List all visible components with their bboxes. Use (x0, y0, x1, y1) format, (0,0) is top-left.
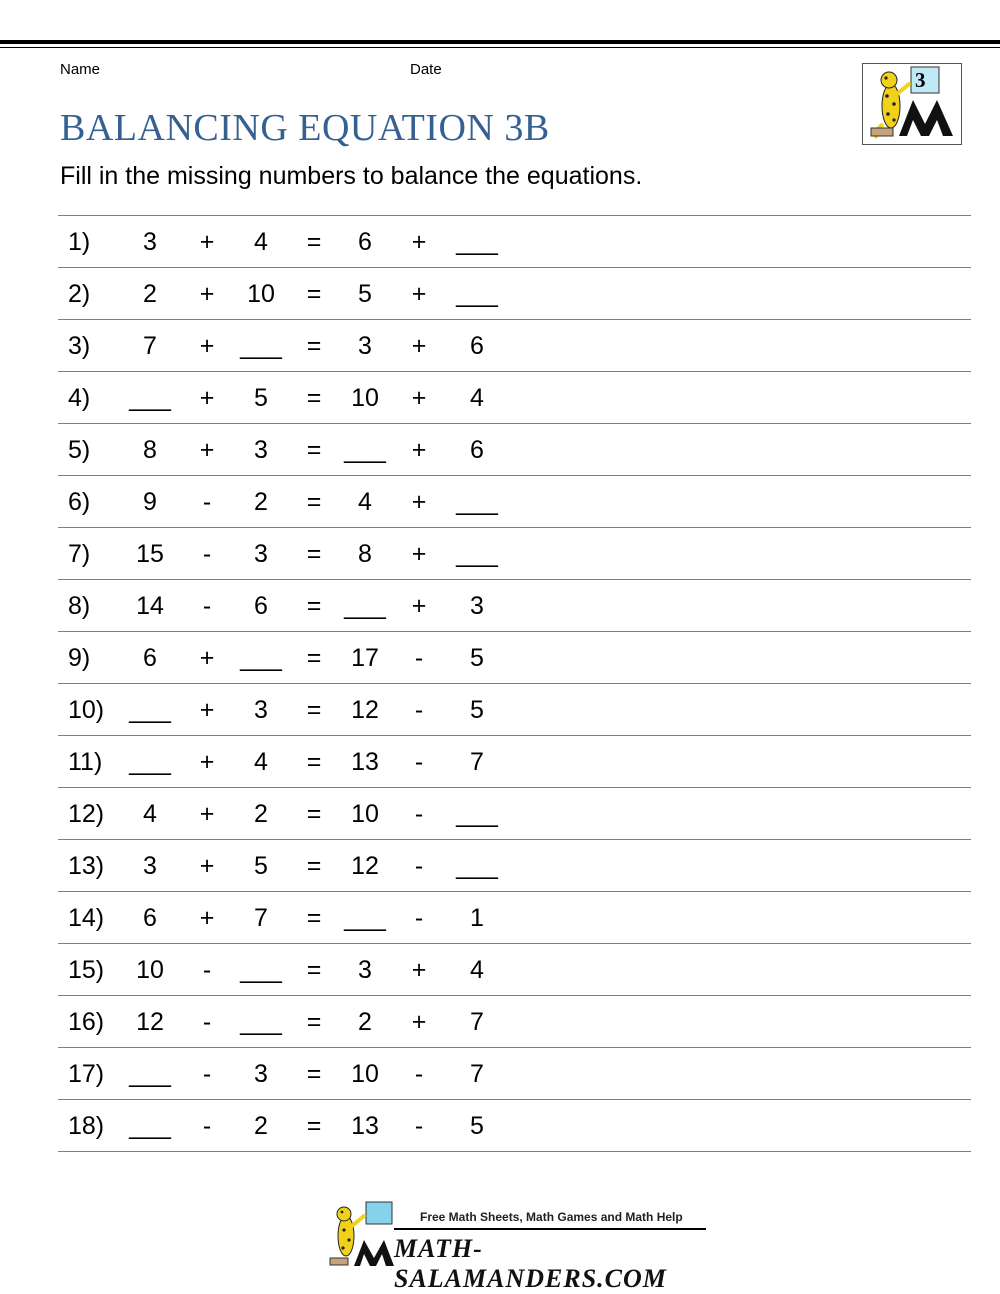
term-c: 4 (358, 488, 372, 516)
term-c: 3 (358, 956, 372, 984)
equals-sign: = (306, 1060, 322, 1088)
equation-number: 9) (68, 644, 91, 672)
equation-number: 11) (68, 748, 103, 776)
equation-number: 6) (68, 488, 91, 516)
term-b: 3 (254, 436, 268, 464)
term-a: 12 (136, 1008, 164, 1036)
top-rule-thin (0, 47, 1000, 48)
equation-row (58, 1047, 971, 1099)
operator-right: - (414, 748, 424, 776)
operator-left: + (199, 696, 215, 724)
operator-right: - (414, 644, 424, 672)
equation-row (58, 267, 971, 319)
term-d: 6 (470, 332, 484, 360)
equation-row (58, 319, 971, 371)
operator-right: + (411, 956, 427, 984)
operator-right: + (411, 384, 427, 412)
term-c: 13 (351, 1112, 379, 1140)
answer-blank[interactable]: ___ (344, 904, 386, 932)
term-b: 5 (254, 852, 268, 880)
equation-row (58, 995, 971, 1047)
equals-sign: = (306, 748, 322, 776)
instructions: Fill in the missing numbers to balance the equations. (60, 162, 643, 190)
term-a: 3 (143, 852, 157, 880)
salamander-footer-icon (326, 1200, 396, 1270)
grade-number: 3 (915, 68, 926, 92)
term-d: 7 (470, 748, 484, 776)
equals-sign: = (306, 332, 322, 360)
answer-blank[interactable]: ___ (240, 644, 282, 672)
equals-sign: = (306, 384, 322, 412)
operator-right: - (414, 1060, 424, 1088)
equals-sign: = (306, 592, 322, 620)
term-c: 10 (351, 1060, 379, 1088)
answer-blank[interactable]: ___ (344, 436, 386, 464)
term-a: 10 (136, 956, 164, 984)
equals-sign: = (306, 852, 322, 880)
name-label: Name (60, 61, 101, 78)
term-c: 3 (358, 332, 372, 360)
term-b: 4 (254, 228, 268, 256)
operator-left: - (202, 1112, 212, 1140)
equation-row (58, 579, 971, 631)
term-b: 4 (254, 748, 268, 776)
equation-number: 2) (68, 280, 91, 308)
equation-number: 13) (68, 852, 105, 880)
footer-divider (394, 1228, 706, 1230)
term-c: 6 (358, 228, 372, 256)
operator-right: - (414, 800, 424, 828)
equals-sign: = (306, 644, 322, 672)
answer-blank[interactable]: ___ (344, 592, 386, 620)
operator-left: + (199, 384, 215, 412)
operator-right: + (411, 1008, 427, 1036)
term-d: 7 (470, 1008, 484, 1036)
equals-sign: = (306, 696, 322, 724)
footer-tagline: Free Math Sheets, Math Games and Math Help (420, 1210, 683, 1224)
term-a: 6 (143, 644, 157, 672)
answer-blank[interactable]: ___ (129, 1060, 171, 1088)
date-label: Date (410, 61, 442, 78)
operator-left: + (199, 228, 215, 256)
operator-right: + (411, 436, 427, 464)
term-a: 6 (143, 904, 157, 932)
operator-right: + (411, 488, 427, 516)
answer-blank[interactable]: ___ (240, 956, 282, 984)
term-b: 5 (254, 384, 268, 412)
term-b: 2 (254, 800, 268, 828)
term-c: 5 (358, 280, 372, 308)
answer-blank[interactable]: ___ (129, 696, 171, 724)
operator-left: - (202, 540, 212, 568)
term-b: 2 (254, 488, 268, 516)
term-c: 10 (351, 800, 379, 828)
equation-number: 10) (68, 696, 105, 724)
equation-number: 16) (68, 1008, 105, 1036)
answer-blank[interactable]: ___ (129, 748, 171, 776)
equation-row (58, 943, 971, 995)
term-b: 6 (254, 592, 268, 620)
equation-row (58, 215, 971, 267)
term-c: 12 (351, 696, 379, 724)
operator-left: + (199, 644, 215, 672)
operator-left: + (199, 800, 215, 828)
equation-row (58, 787, 971, 839)
term-a: 8 (143, 436, 157, 464)
term-c: 8 (358, 540, 372, 568)
equation-number: 8) (68, 592, 91, 620)
operator-right: + (411, 228, 427, 256)
answer-blank[interactable]: ___ (456, 852, 498, 880)
operator-left: - (202, 956, 212, 984)
equation-row (58, 423, 971, 475)
equation-row (58, 631, 971, 683)
operator-left: + (199, 852, 215, 880)
equals-sign: = (306, 540, 322, 568)
equation-row (58, 371, 971, 423)
page-title: BALANCING EQUATION 3B (60, 107, 550, 149)
term-b: 3 (254, 1060, 268, 1088)
equation-number: 3) (68, 332, 91, 360)
equals-sign: = (306, 436, 322, 464)
term-b: 2 (254, 1112, 268, 1140)
operator-right: + (411, 280, 427, 308)
operator-left: - (202, 592, 212, 620)
term-a: 9 (143, 488, 157, 516)
answer-blank[interactable]: ___ (456, 228, 498, 256)
equation-number: 18) (68, 1112, 105, 1140)
equation-number: 5) (68, 436, 91, 464)
operator-left: + (199, 748, 215, 776)
operator-left: - (202, 1060, 212, 1088)
term-d: 5 (470, 644, 484, 672)
operator-left: - (202, 1008, 212, 1036)
equals-sign: = (306, 488, 322, 516)
equals-sign: = (306, 228, 322, 256)
term-d: 5 (470, 696, 484, 724)
term-b: 3 (254, 540, 268, 568)
grade-logo (862, 63, 962, 145)
equals-sign: = (306, 280, 322, 308)
equation-number: 1) (68, 228, 91, 256)
term-c: 12 (351, 852, 379, 880)
answer-blank[interactable]: ___ (456, 540, 498, 568)
term-d: 4 (470, 956, 484, 984)
answer-blank[interactable]: ___ (240, 332, 282, 360)
term-d: 6 (470, 436, 484, 464)
term-c: 2 (358, 1008, 372, 1036)
equation-row (58, 683, 971, 735)
operator-right: - (414, 904, 424, 932)
term-d: 5 (470, 1112, 484, 1140)
equals-sign: = (306, 904, 322, 932)
term-a: 2 (143, 280, 157, 308)
footer (326, 1200, 706, 1293)
term-b: 3 (254, 696, 268, 724)
operator-left: + (199, 436, 215, 464)
operator-right: - (414, 852, 424, 880)
term-d: 7 (470, 1060, 484, 1088)
equation-row (58, 735, 971, 787)
equals-sign: = (306, 956, 322, 984)
salamander-logo-icon (863, 64, 961, 144)
equation-row (58, 527, 971, 579)
equals-sign: = (306, 1008, 322, 1036)
equation-number: 4) (68, 384, 91, 412)
answer-blank[interactable]: ___ (456, 800, 498, 828)
equation-row (58, 475, 971, 527)
equals-sign: = (306, 800, 322, 828)
answer-blank[interactable]: ___ (456, 280, 498, 308)
equation-row (58, 1099, 971, 1152)
operator-right: + (411, 540, 427, 568)
term-d: 1 (470, 904, 484, 932)
equals-sign: = (306, 1112, 322, 1140)
equation-number: 15) (68, 956, 105, 984)
equation-number: 12) (68, 800, 105, 828)
equation-row (58, 891, 971, 943)
term-c: 10 (351, 384, 379, 412)
answer-blank[interactable]: ___ (240, 1008, 282, 1036)
top-rule (0, 40, 1000, 44)
operator-left: + (199, 332, 215, 360)
equation-number: 14) (68, 904, 105, 932)
operator-right: - (414, 696, 424, 724)
operator-left: - (202, 488, 212, 516)
term-a: 4 (143, 800, 157, 828)
equation-number: 7) (68, 540, 91, 568)
term-a: 15 (136, 540, 164, 568)
answer-blank[interactable]: ___ (456, 488, 498, 516)
term-d: 3 (470, 592, 484, 620)
operator-right: + (411, 592, 427, 620)
answer-blank[interactable]: ___ (129, 1112, 171, 1140)
term-c: 17 (351, 644, 379, 672)
term-a: 7 (143, 332, 157, 360)
operator-left: + (199, 904, 215, 932)
operator-right: - (414, 1112, 424, 1140)
footer-brand: MATH-SALAMANDERS.COM (394, 1234, 667, 1293)
term-d: 4 (470, 384, 484, 412)
term-b: 7 (254, 904, 268, 932)
term-b: 10 (247, 280, 275, 308)
term-a: 3 (143, 228, 157, 256)
answer-blank[interactable]: ___ (129, 384, 171, 412)
equation-number: 17) (68, 1060, 105, 1088)
operator-left: + (199, 280, 215, 308)
term-a: 14 (136, 592, 164, 620)
equations-table (58, 215, 971, 1152)
operator-right: + (411, 332, 427, 360)
equation-row (58, 839, 971, 891)
term-c: 13 (351, 748, 379, 776)
